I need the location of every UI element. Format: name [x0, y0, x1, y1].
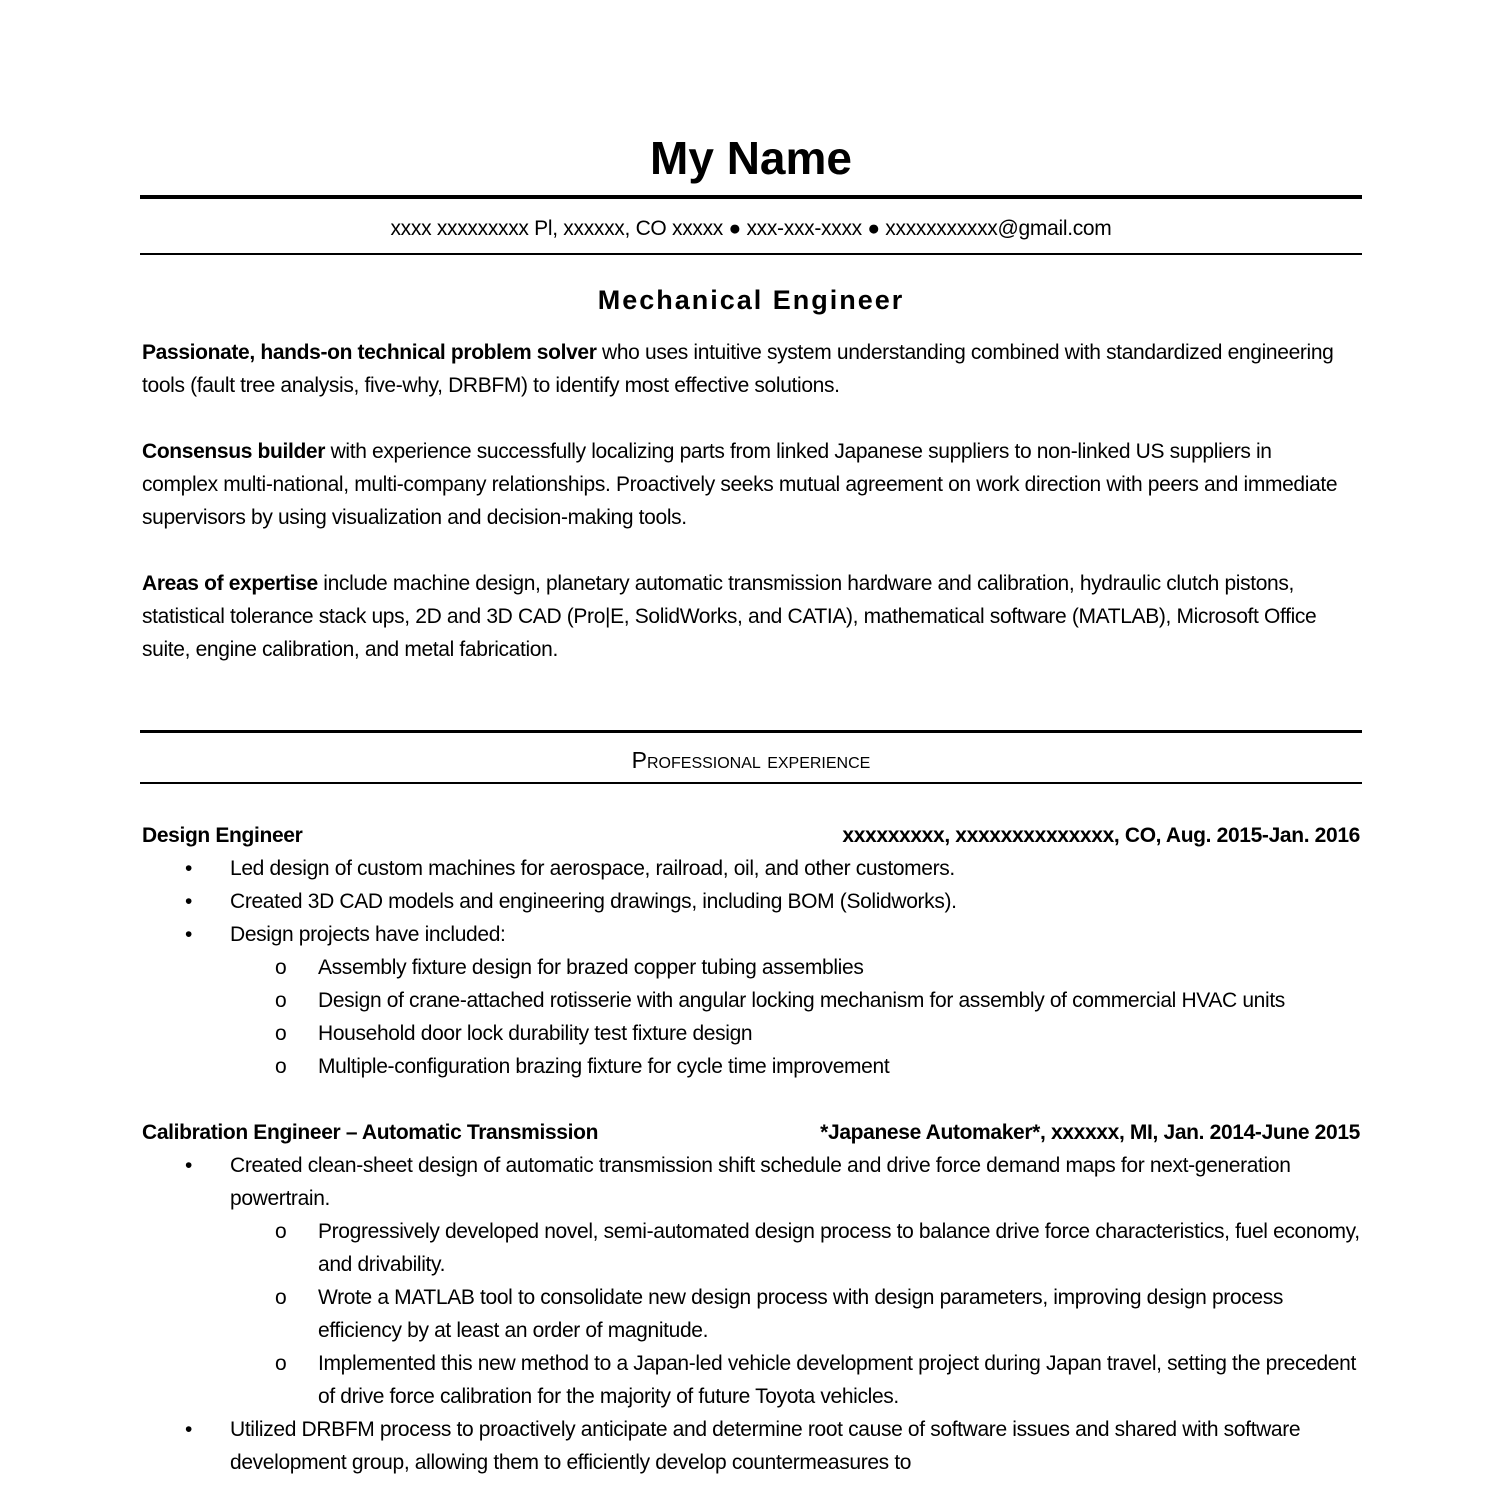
section-title: Professional experience — [631, 747, 871, 773]
bullet-text: Household door lock durability test fixture design — [318, 1022, 753, 1045]
sub-bullet-item — [140, 1215, 1362, 1281]
bullet-text: Created 3D CAD models and engineering drawings, including BOM (Solidworks). — [230, 890, 957, 913]
sub-bullet-item — [140, 1347, 1362, 1413]
bullet-icon: • — [185, 1418, 193, 1441]
job-title: Calibration Engineer – Automatic Transmission — [142, 1121, 599, 1144]
sub-bullet-item — [140, 1050, 1362, 1083]
experience-list — [140, 819, 1362, 1479]
divider — [140, 730, 1362, 733]
job-role-title: Mechanical Engineer — [597, 285, 905, 315]
bullet-item — [140, 1149, 1362, 1215]
sub-bullet-icon: o — [275, 1220, 287, 1243]
summary-text: who uses intuitive system understanding combined with standardized engineering tools (fault tree analysis, five-why, DRBFM) to identify most effective solutions. — [142, 341, 1334, 397]
job-location-dates: xxxxxxxxx, xxxxxxxxxxxxxx, CO, Aug. 2015-Jan. 2016 — [842, 824, 1360, 847]
job-title: Design Engineer — [142, 824, 303, 847]
bullet-item — [140, 885, 1362, 918]
sub-bullet-icon: o — [275, 1055, 287, 1078]
job-header — [140, 819, 1360, 852]
bullet-text: Utilized DRBFM process to proactively anticipate and determine root cause of software issues and shared with software development group, allowing them to efficiently develop countermeasures to — [230, 1418, 1301, 1474]
bullet-text: Multiple-configuration brazing fixture for cycle time improvement — [318, 1055, 890, 1078]
bullet-icon: • — [185, 1154, 193, 1177]
bullet-icon: • — [185, 890, 193, 913]
summary — [140, 336, 1362, 699]
bullet-text: Led design of custom machines for aerospace, railroad, oil, and other customers. — [230, 857, 955, 880]
summary-text: with experience successfully localizing parts from linked Japanese suppliers to non-linked US suppliers in complex multi-national, multi-company relationships. Proactively seeks mutual agreement on work direction with peers and immediate supervisors by using visualization and decision-making tools. — [142, 440, 1338, 529]
bullet-item — [140, 1413, 1362, 1479]
bullet-text: Created clean-sheet design of automatic transmission shift schedule and drive force demand maps for next-generation powertrain. — [230, 1154, 1291, 1210]
divider — [140, 253, 1362, 255]
summary-paragraph — [142, 336, 1347, 402]
divider — [140, 195, 1362, 199]
job-bullets — [140, 1149, 1362, 1479]
contact-info: xxxx xxxxxxxxx Pl, xxxxxx, CO xxxxx ● xxx-xxx-xxxx ● xxxxxxxxxxx@gmail.com — [390, 217, 1112, 240]
sub-bullet-icon: o — [275, 1022, 287, 1045]
sub-bullet-item — [140, 1281, 1362, 1347]
sub-bullet-icon: o — [275, 1286, 287, 1309]
summary-lead: Consensus builder — [142, 440, 326, 463]
spacer — [140, 1083, 1362, 1116]
summary-lead: Areas of expertise — [142, 572, 318, 595]
resume-name: My Name — [650, 132, 852, 184]
bullet-text: Implemented this new method to a Japan-led vehicle development project during Japan travel, setting the precedent of drive force calibration for the majority of future Toyota vehicles. — [318, 1352, 1356, 1408]
job-location-dates: *Japanese Automaker*, xxxxxx, MI, Jan. 2014-June 2015 — [820, 1121, 1360, 1144]
bullet-item — [140, 852, 1362, 885]
summary-lead: Passionate, hands-on technical problem solver — [142, 341, 597, 364]
bullet-item — [140, 918, 1362, 951]
bullet-text: Design of crane-attached rotisserie with angular locking mechanism for assembly of commercial HVAC units — [318, 989, 1285, 1012]
job-bullets — [140, 852, 1362, 1083]
summary-text: include machine design, planetary automatic transmission hardware and calibration, hydraulic clutch pistons, statistical tolerance stack ups, 2D and 3D CAD (Pro|E, SolidWorks, and CATIA), mathematical software (MATLAB), Microsoft Office suite, engine calibration, and metal fabrication. — [142, 572, 1317, 661]
sub-bullet-icon: o — [275, 956, 287, 979]
sub-bullet-item — [140, 1017, 1362, 1050]
sub-bullet-item — [140, 951, 1362, 984]
bullet-icon: • — [185, 857, 193, 880]
summary-paragraph — [142, 567, 1347, 666]
sub-bullet-icon: o — [275, 989, 287, 1012]
sub-bullet-icon: o — [275, 1352, 287, 1375]
divider — [140, 782, 1362, 784]
bullet-icon: • — [185, 923, 193, 946]
bullet-text: Assembly fixture design for brazed copper tubing assemblies — [318, 956, 864, 979]
bullet-text: Design projects have included: — [230, 923, 506, 946]
summary-paragraph — [142, 435, 1347, 534]
bullet-text: Progressively developed novel, semi-automated design process to balance drive force characteristics, fuel economy, and drivability. — [318, 1220, 1360, 1276]
bullet-text: Wrote a MATLAB tool to consolidate new design process with design parameters, improving design process efficiency by at least an order of magnitude. — [318, 1286, 1284, 1342]
job-header — [140, 1116, 1360, 1149]
sub-bullet-item — [140, 984, 1362, 1017]
